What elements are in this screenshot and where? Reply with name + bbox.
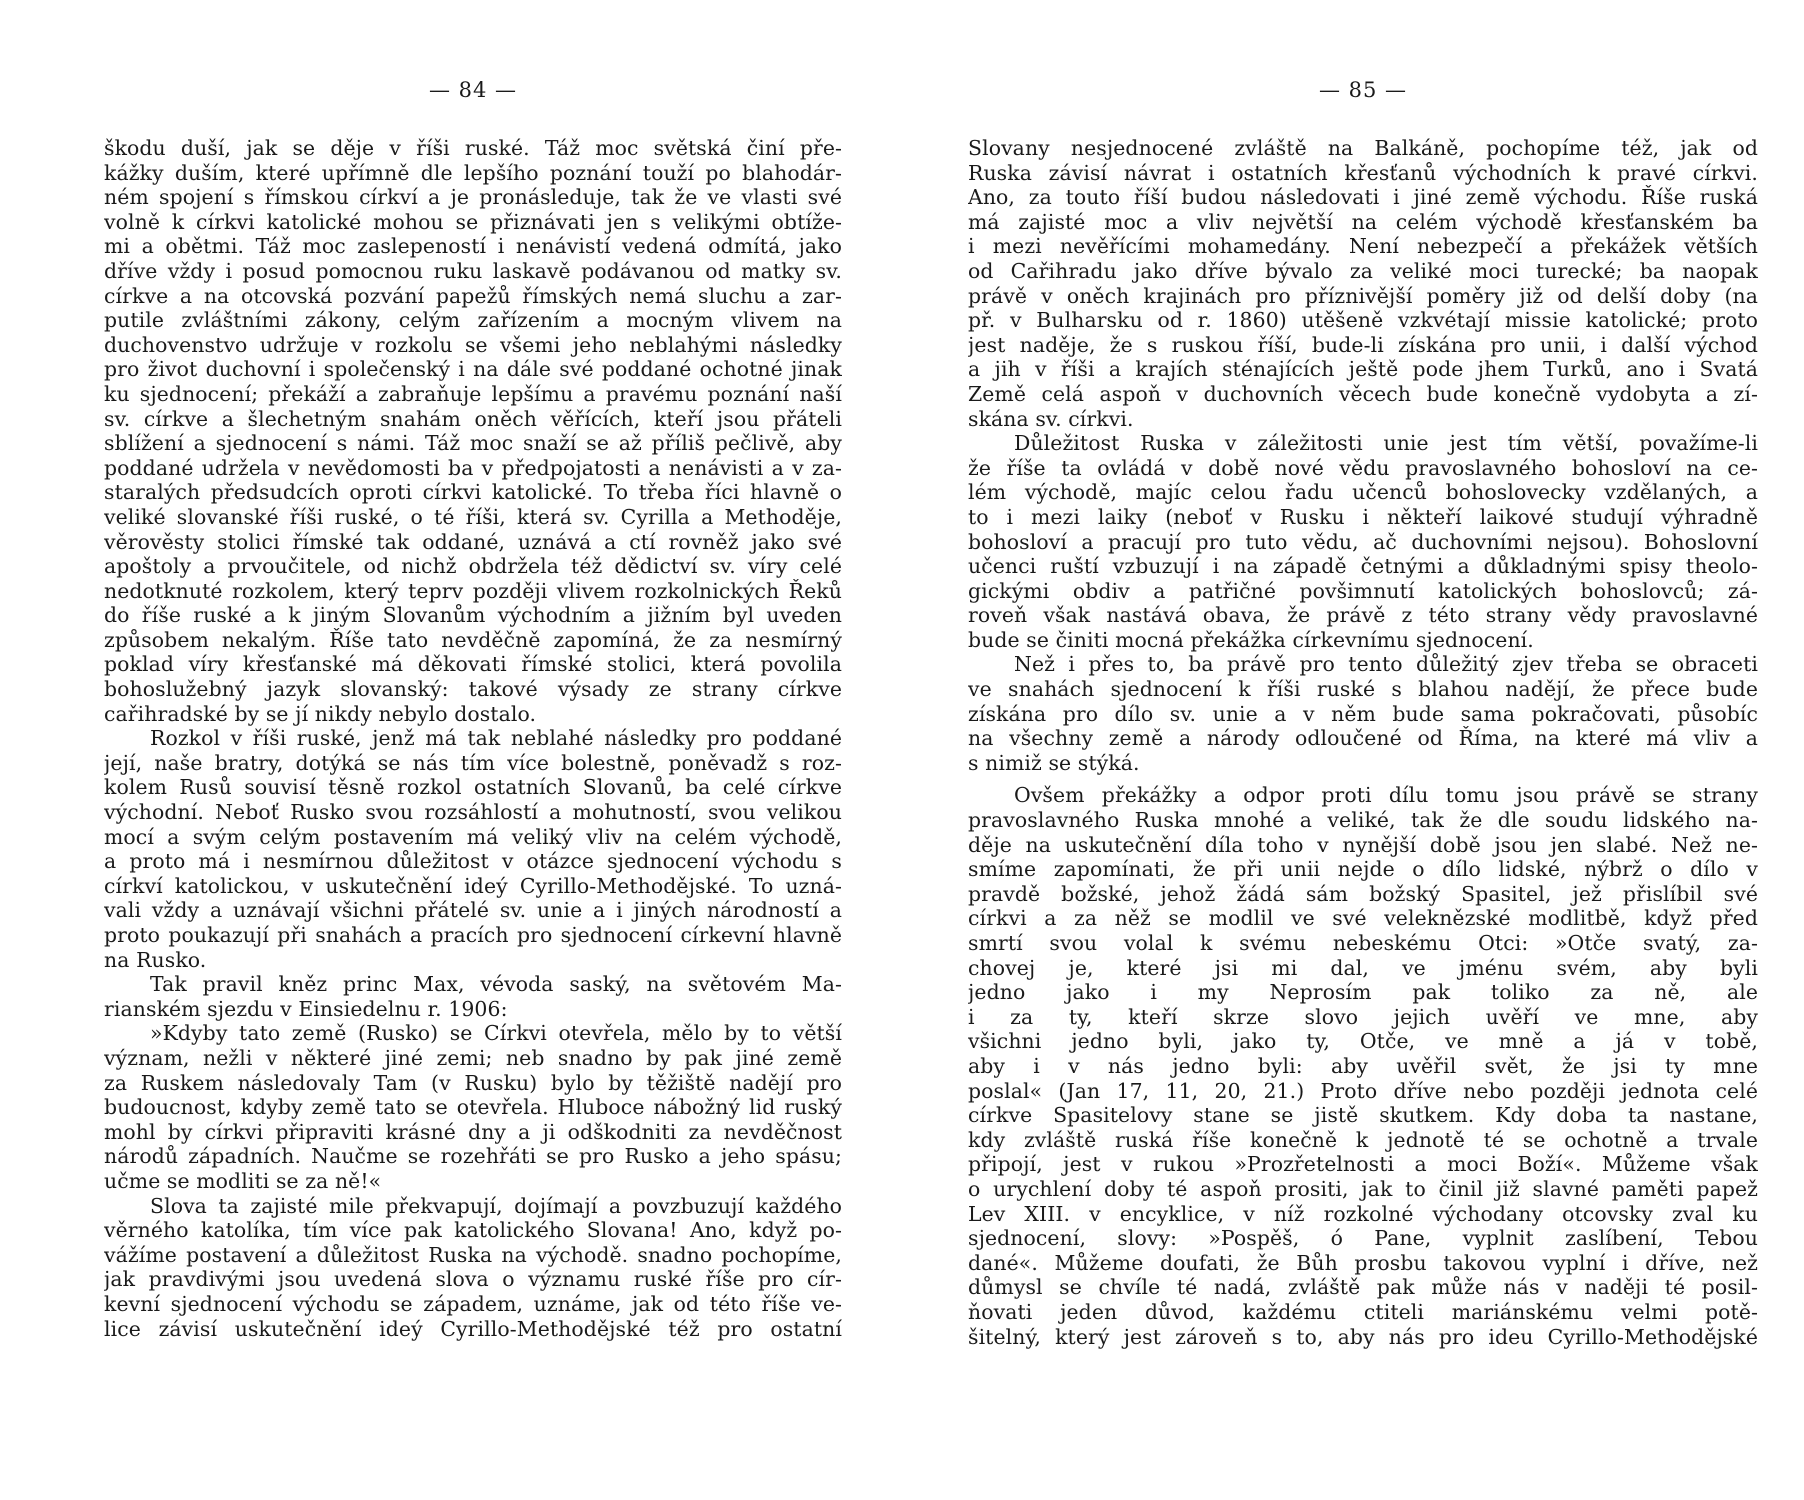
text-line: apoštoly a prvoučitele, od nichž obdržela též dědictví sv. víry celé: [104, 554, 842, 579]
text-line: kevní sjednocení východu se západem, uznáme, jak od této říše ve-: [104, 1291, 842, 1316]
text-line: pravoslavného Ruska mnohé a veliké, tak že dle soudu lidského na-: [968, 808, 1758, 833]
text-line: ňovati jeden důvod, každému ctiteli mariánskému velmi potě-: [968, 1299, 1758, 1324]
text-line: cařihradské by se jí nikdy nebylo dostalo.: [104, 701, 537, 726]
page-number-left: — 84 —: [428, 78, 518, 102]
text-line: pro život duchovní i společenský i na dále své poddané ochotné jinak: [104, 357, 842, 382]
text-line: gickými obdiv a patřičné povšimnutí katolických bohoslovců; zá-: [968, 578, 1758, 603]
text-line: připojí, jest v rukou »Prozřetelnosti a moci Boží«. Můžeme však: [968, 1152, 1758, 1177]
text-line: mi a obětmi. Táž moc zaslepeností i nenávistí vedená odmítá, jako: [104, 234, 842, 259]
text-line: Země celá aspoň v duchovních věcech bude konečně vydobyta a zí-: [968, 381, 1758, 406]
text-line: s nimiž se stýká.: [968, 750, 1140, 775]
text-line: to i mezi laiky (neboť v Rusku i někteří laikové studují výhradně: [968, 504, 1758, 529]
text-line: učenci ruští vzbuzují i na západě četnými a důkladnými spisy theolo-: [968, 554, 1758, 579]
text-line: »Kdyby tato země (Rusko) se Církvi otevřela, mělo by to větší: [150, 1021, 842, 1046]
text-line: mocí a svým celým postavením má veliký vliv na celém východě,: [104, 824, 842, 849]
text-line: církve Spasitelovy stane se jistě skutkem. Kdy doba ta nastane,: [968, 1103, 1758, 1128]
text-line: roveň však nastává obava, že právě z této strany vědy pravoslavné: [968, 603, 1758, 628]
text-line: smíme zapomínati, že při unii nejde o dílo lidské, nýbrž o dílo v: [968, 857, 1758, 882]
text-line: způsobem nekalým. Říše tato nevděčně zapomíná, že za nesmírný: [104, 627, 842, 652]
text-line: poddané udržela v nevědomosti ba v předpojatosti a nenávisti a v za-: [104, 455, 842, 480]
text-line: budoucnost, kdyby země tato se otevřela. Hluboce nábožný lid ruský: [104, 1095, 842, 1120]
text-line: vážíme postavení a důležitost Ruska na východě. snadno pochopíme,: [104, 1242, 842, 1267]
page-number-right: — 85 —: [1318, 78, 1408, 102]
text-line: kážky duším, které upřímně dle lepšího poznání touží po blahodár-: [104, 160, 842, 185]
text-line: církvi a za něž se modlil ve své veleknězské modlitbě, když před: [968, 906, 1758, 931]
text-line: a jih v říši a krajích sténajících ještě pode jhem Turků, ano i Svatá: [968, 357, 1758, 382]
text-line: bohosloví a pracují pro tuto vědu, ač duchovními nejsou). Bohoslovní: [968, 529, 1758, 554]
text-line: vali vždy a uznávají všichni přátelé sv. unie a i jiných národností a: [104, 898, 842, 923]
text-line: a proto má i nesmírnou důležitost v otázce sjednocení východu s: [104, 849, 842, 874]
text-line: ku sjednocení; překáží a zabraňuje lepšímu a pravému poznání naší: [104, 381, 842, 406]
text-line: všichni jedno byli, jako ty, Otče, ve mně a já v tobě,: [968, 1029, 1758, 1054]
text-line: Slova ta zajisté mile překvapují, dojímají a povzbuzují každého: [150, 1193, 842, 1218]
text-line: získána pro dílo sv. unie a v něm bude sama pokračovati, působíc: [968, 701, 1758, 726]
text-line: volně k církvi katolické mohou se přiznávati jen s velikými obtíže-: [104, 209, 842, 234]
text-line: kdy zvláště ruská říše konečně k jednotě té se ochotně a trvale: [968, 1127, 1758, 1152]
text-line: poklad víry křesťanské má děkovati římské stolici, která povolila: [104, 652, 842, 677]
text-line: jak pravdivými jsou uvedená slova o významu ruské říše pro cír-: [104, 1267, 842, 1292]
text-line: smrtí svou volal k svému nebeskému Otci: »Otče svatý, za-: [968, 931, 1758, 955]
text-line: staralých předsudcích oproti církvi katolické. To třeba říci hlavně o: [104, 480, 842, 505]
text-line: sblížení a sjednocení s námi. Táž moc snaží se až příliš pečlivě, aby: [104, 431, 842, 456]
text-line: sv. církve a šlechetným snahám oněch věřících, kteří jsou přáteli: [104, 406, 842, 431]
right-page-text: [968, 136, 1758, 1349]
text-line: dané«. Můžeme doufati, že Bůh prosbu takovou vyplní i dříve, než: [968, 1250, 1758, 1275]
text-line: bude se činiti mocná překážka církevnímu sjednocení.: [968, 627, 1534, 652]
text-line: sjednocení, slovy: »Pospěš, ó Pane, vyplnit zaslíbení, Tebou: [968, 1226, 1758, 1251]
text-line: poslal« (Jan 17, 11, 20, 21.) Proto dříve nebo později jednota celé: [968, 1078, 1758, 1103]
text-line: kolem Rusů souvisí těsně rozkol ostatních Slovanů, ba celé církve: [104, 775, 842, 800]
text-line: bohoslužebný jazyk slovanský: takové výsady ze strany církve: [104, 677, 842, 702]
text-line: Než i přes to, ba právě pro tento důležitý zjev třeba se obraceti: [1014, 652, 1758, 677]
left-page-text: [104, 136, 842, 1341]
text-line: význam, nežli v některé jiné zemi; neb snadno by pak jiné země: [104, 1045, 842, 1070]
text-line: církve a na otcovská pozvání papežů římských nemá sluchu a zar-: [104, 283, 842, 308]
text-line: lém východě, majíc celou řadu učenců bohoslovecky vzdělaných, a: [968, 480, 1758, 505]
text-line: lice závisí uskutečnění ideý Cyrillo-Methodějské též pro ostatní: [104, 1316, 842, 1341]
text-line: skána sv. církvi.: [968, 406, 1134, 431]
text-line: její, naše bratry, dotýká se nás tím více bolestně, poněvadž s roz-: [104, 750, 842, 775]
text-line: jest naděje, že s ruskou říší, bude-li získána pro unii, i další východ: [968, 332, 1758, 357]
text-line: mohl by církvi připraviti krásné dny a ji odškodniti za nevděčnost: [104, 1119, 842, 1144]
text-line: na všechny země a národy odloučené od Říma, na které má vliv a: [968, 726, 1758, 751]
text-line: ném spojení s římskou církví a je pronásleduje, tak že ve vlasti své: [104, 185, 842, 210]
text-line: jedno jako i my Neprosím pak toliko za ně, ale: [968, 980, 1758, 1005]
text-line: nedotknuté rozkolem, který teprv později vlivem rozkolnických Řeků: [104, 578, 842, 603]
text-line: za Ruskem následovaly Tam (v Rusku) bylo by těžiště nadějí pro: [104, 1070, 842, 1095]
text-line: putile zvláštními zákony, celým zařízením a mocným vlivem na: [104, 308, 842, 333]
text-line: aby i v nás jedno byli: aby uvěřil svět, že jsi ty mne: [968, 1053, 1758, 1078]
text-line: církví katolickou, v uskutečnění ideý Cyrillo-Methodějské. To uzná-: [104, 873, 842, 898]
text-line: o urychlení doby té aspoň prositi, jak to činil již slavné paměti papež: [968, 1176, 1758, 1201]
text-line: že říše ta ovládá v době nové vědu pravoslavného bohosloví na ce-: [968, 455, 1758, 480]
text-line: i za ty, kteří skrze slovo jejich uvěří ve mne, aby: [968, 1004, 1758, 1029]
text-line: proto poukazují při snahách a pracích pro sjednocení církevní hlavně: [104, 923, 842, 947]
text-line: rianském sjezdu v Einsiedelnu r. 1906:: [104, 996, 508, 1021]
text-line: chovej je, které jsi mi dal, ve jménu svém, aby byli: [968, 955, 1758, 980]
text-line: i mezi nevěřícími mohamedány. Není nebezpečí a překážek větších: [968, 234, 1758, 259]
text-line: právě v oněch krajinách pro příznivější poměry již od delší doby (na: [968, 283, 1758, 308]
text-line: důmysl se chvíle té nadá, zvláště pak může nás v naději té posil-: [968, 1275, 1758, 1300]
text-line: východní. Neboť Rusko svou rozsáhlostí a mohutností, svou velikou: [104, 800, 842, 825]
text-line: Důležitost Ruska v záležitosti unie jest tím větší, považíme-li: [1014, 431, 1758, 456]
text-line: Slovany nesjednocené zvláště na Balkáně, pochopíme též, jak od: [968, 136, 1758, 160]
text-line: národů západních. Naučme se rozehřáti se pro Rusko a jeho spásu;: [104, 1144, 842, 1169]
text-line: dříve vždy i posud pomocnou ruku laskavě podávanou od matky sv.: [104, 258, 842, 283]
text-line: škodu duší, jak se děje v říši ruské. Táž moc světská činí pře-: [104, 136, 842, 160]
text-line: na Rusko.: [104, 947, 207, 972]
text-line: šitelný, který jest zároveň s to, aby nás pro ideu Cyrillo-Methodějské: [968, 1324, 1758, 1349]
text-line: ve snahách sjednocení k říši ruské s blahou nadějí, že přece bude: [968, 677, 1758, 702]
text-line: učme se modliti se za ně!«: [104, 1168, 382, 1193]
text-line: Rozkol v říši ruské, jenž má tak neblahé následky pro poddané: [150, 726, 842, 751]
text-line: má zajisté moc a vliv největší na celém východě křesťanském ba: [968, 209, 1758, 234]
text-line: věrověsty stolici římské tak oddané, uznává a ctí rovněž jako své: [104, 529, 842, 554]
text-line: věrného katolíka, tím více pak katolického Slovana! Ano, když po-: [104, 1218, 842, 1243]
text-line: Ruska závisí návrat i ostatních křesťanů východních k pravé církvi.: [968, 160, 1758, 185]
text-line: Ovšem překážky a odpor proti dílu tomu jsou právě se strany: [1014, 783, 1758, 808]
text-line: Ano, za touto říší budou následovati i jiné země východu. Říše ruská: [968, 185, 1758, 210]
text-line: duchovenstvo udržuje v rozkolu se všemi jeho neblahými následky: [104, 332, 842, 357]
text-line: do říše ruské a k jiným Slovanům východním a jižním byl uveden: [104, 603, 842, 628]
text-line: pravdě božské, jehož žádá sám božský Spasitel, jež přislíbil své: [968, 881, 1758, 906]
text-line: veliké slovanské říši ruské, o té říši, která sv. Cyrilla a Methoděje,: [104, 504, 842, 529]
text-line: př. v Bulharsku od r. 1860) utěšeně vzkvétají missie katolické; proto: [968, 308, 1758, 333]
text-line: děje na uskutečnění díla toho v nynější době jsou jen slabé. Než ne-: [968, 832, 1758, 857]
text-line: Tak pravil kněz princ Max, vévoda saský, na světovém Ma-: [150, 972, 842, 997]
text-line: Lev XIII. v encyklice, v níž rozkolné východany otcovsky zval ku: [968, 1201, 1758, 1226]
text-line: od Cařihradu jako dříve bývalo za veliké moci turecké; ba naopak: [968, 258, 1758, 283]
